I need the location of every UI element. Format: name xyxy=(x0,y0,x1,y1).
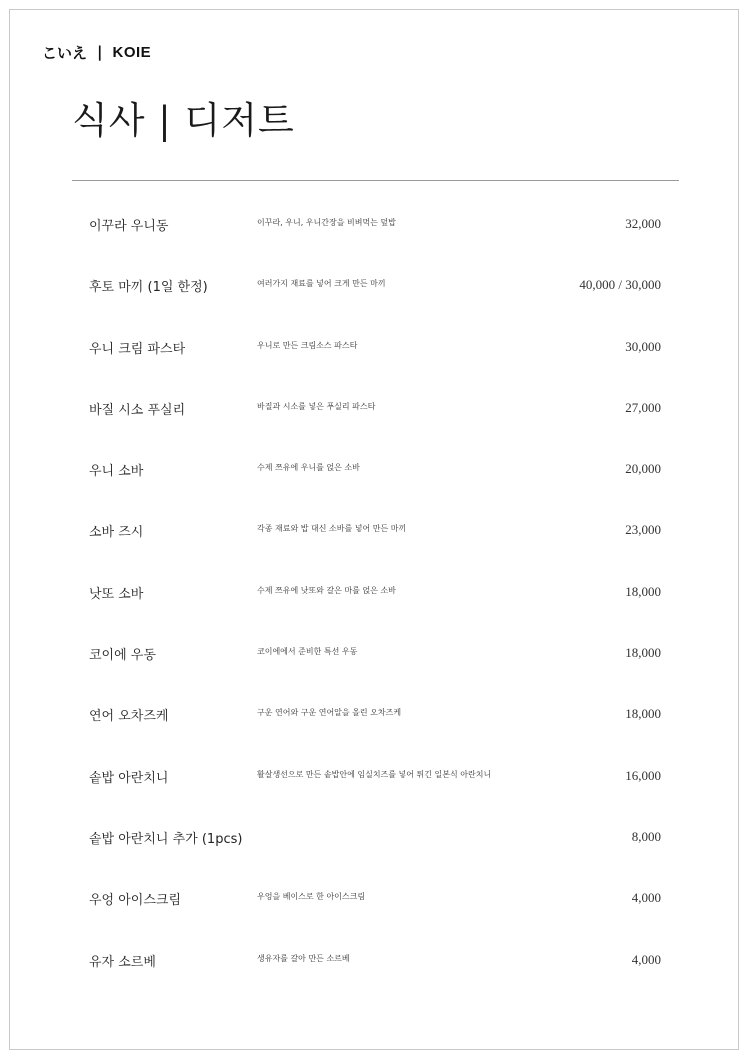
menu-item xyxy=(0,931,750,992)
menu-item-price: 23,000 xyxy=(625,522,661,538)
menu-item-name: 이꾸라 우니동 xyxy=(89,219,169,234)
menu-item-name: 코이에 우동 xyxy=(89,648,156,664)
menu-item xyxy=(0,685,750,746)
menu-item xyxy=(0,869,750,930)
menu-item xyxy=(0,195,750,256)
brand-header xyxy=(42,41,151,63)
menu-item-description: 이꾸라, 우니, 우니간장을 비벼먹는 덮밥 xyxy=(257,218,396,227)
menu-list xyxy=(0,195,750,992)
menu-item xyxy=(0,563,750,624)
menu-item xyxy=(0,379,750,440)
menu-item-price: 32,000 xyxy=(625,216,661,231)
menu-item-description: 우엉을 베이스로 한 아이스크림 xyxy=(257,892,366,902)
menu-item xyxy=(0,624,750,685)
menu-item-price: 27,000 xyxy=(625,399,661,415)
menu-item-name: 후토 마끼 (1일 한정) xyxy=(89,280,208,296)
menu-item-price: 18,000 xyxy=(625,645,661,661)
brand-separator: | xyxy=(97,43,103,61)
menu-item-description: 우니로 만든 크림소스 파스타 xyxy=(257,340,358,350)
menu-item-price: 18,000 xyxy=(625,583,661,599)
menu-item xyxy=(0,501,750,562)
menu-item-description: 각종 재료와 밥 대신 소바를 넣어 만든 마끼 xyxy=(257,524,407,534)
menu-item-name: 소바 즈시 xyxy=(89,525,144,541)
menu-item-name: 연어 오차즈케 xyxy=(89,709,169,725)
menu-item-description: 수제 쯔유에 낫또와 갈은 마를 얹은 소바 xyxy=(257,585,396,595)
menu-item-description: 코이에에서 준비한 특선 우동 xyxy=(257,647,358,657)
menu-item-name: 낫또 소바 xyxy=(89,586,144,602)
menu-item-description: 생유자를 갈아 만든 소르베 xyxy=(257,953,350,963)
menu-item-description: 수제 쯔유에 우니를 얹은 소바 xyxy=(257,463,360,473)
menu-item-description: 활살생선으로 만든 솥밥안에 임실치즈를 넣어 튀긴 일본식 아란치니 xyxy=(257,769,492,779)
menu-item-price: 4,000 xyxy=(631,890,661,906)
menu-item-price: 4,000 xyxy=(631,951,661,967)
menu-item-description: 구운 연어와 구운 연어알을 올린 오차즈케 xyxy=(257,708,402,718)
menu-item-name: 솥밥 아란치니 추가 (1pcs) xyxy=(89,831,243,847)
menu-item-price: 40,000 / 30,000 xyxy=(579,277,661,293)
menu-item-price: 16,000 xyxy=(625,767,661,783)
menu-item-price: 30,000 xyxy=(625,338,661,354)
menu-item-price: 20,000 xyxy=(625,461,661,477)
menu-item-name: 바질 시소 푸실리 xyxy=(89,402,186,418)
brand-name: KOIE xyxy=(112,43,152,61)
menu-item-price: 18,000 xyxy=(625,706,661,722)
title-divider xyxy=(72,180,679,181)
brand-logo: こいえ xyxy=(42,43,88,62)
menu-item-name: 유자 소르베 xyxy=(89,954,156,970)
menu-item xyxy=(0,318,750,379)
menu-item xyxy=(0,747,750,808)
menu-item-description: 여러가지 재료를 넣어 크게 만든 마끼 xyxy=(257,279,386,289)
menu-item-name: 우니 소바 xyxy=(89,464,144,480)
menu-item-price: 8,000 xyxy=(631,828,661,844)
menu-item-name: 솥밥 아란치니 xyxy=(89,770,169,786)
menu-item xyxy=(0,808,750,869)
page-title: 식사 | 디저트 xyxy=(72,99,295,142)
menu-item xyxy=(0,440,750,501)
menu-item xyxy=(0,256,750,317)
menu-item-name: 우엉 아이스크림 xyxy=(89,893,182,909)
menu-item-description: 바질과 시소를 넣은 푸실리 파스타 xyxy=(257,401,376,411)
menu-item-name: 우니 크림 파스타 xyxy=(89,341,186,357)
